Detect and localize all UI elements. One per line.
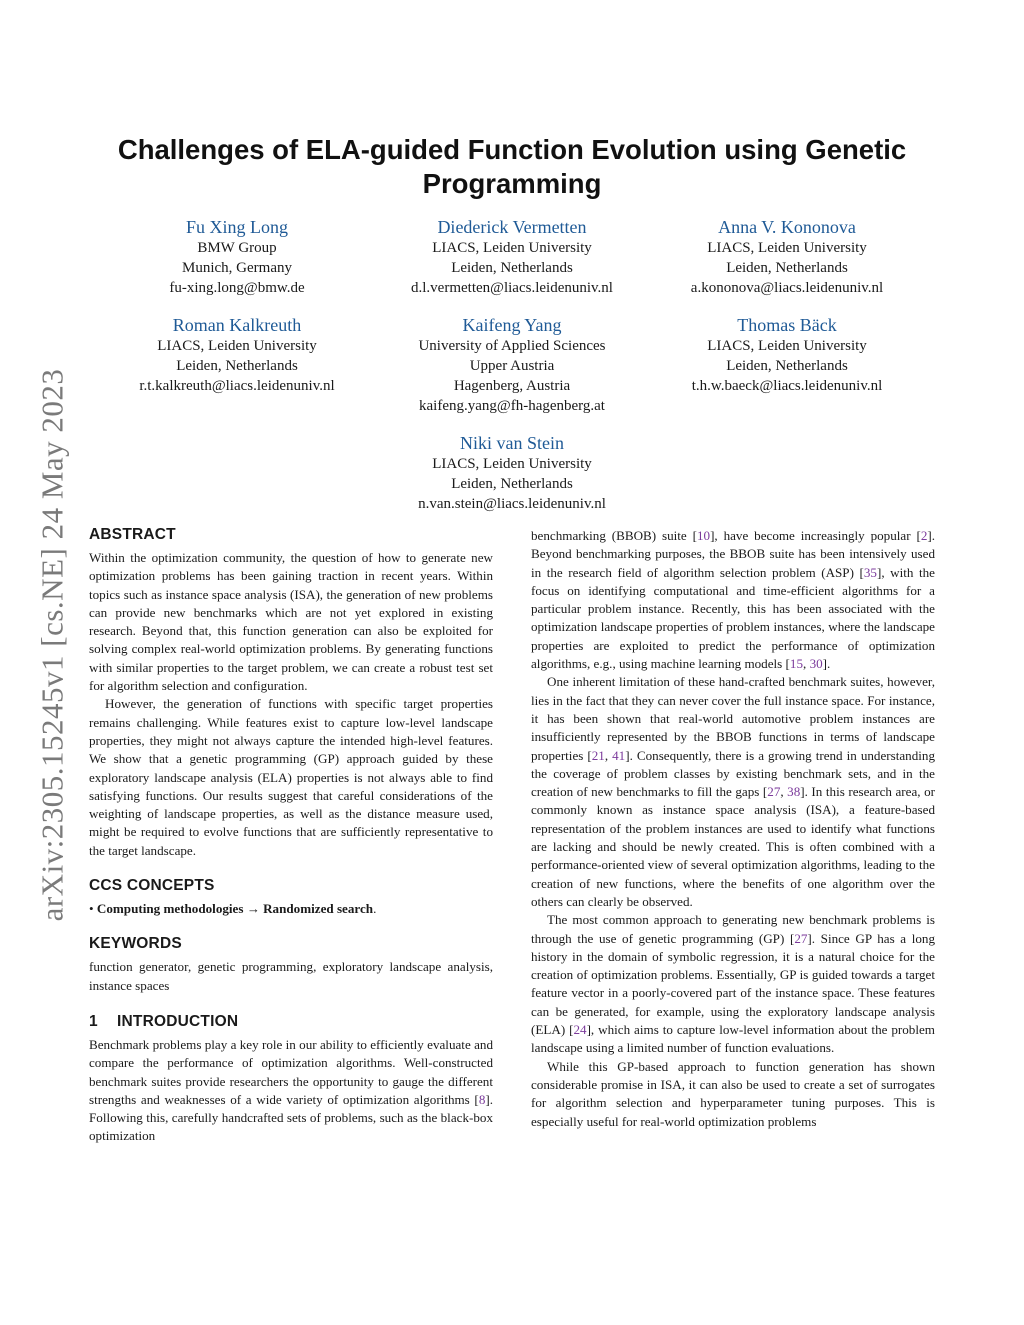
author-email: n.van.stein@liacs.leidenuniv.nl [418, 496, 606, 512]
author-affiliation: LIACS, Leiden University [157, 338, 317, 354]
author-affiliation: BMW Group [197, 240, 277, 256]
intro-paragraph: Benchmark problems play a key role in our ability to efficiently evaluate and compare the performance of optimization algorithms. Well-constructed benchmark suites provide researchers the opportunity to gauge the different strengths and weaknesses of a wide variety of optimization algorithms [8]. Following this, carefully handcrafted sets of problems, such as the black-box optimization [89, 1036, 493, 1144]
section-number: 1 [89, 1012, 98, 1030]
abstract-heading: ABSTRACT [89, 526, 176, 543]
citation-link[interactable]: 35 [863, 564, 877, 580]
author-name: Diederick Vermetten [437, 217, 587, 237]
citation-link[interactable]: 15 [789, 656, 804, 672]
author-affiliation: LIACS, Leiden University [432, 240, 592, 256]
body-paragraph: benchmarking (BBOB) suite [10], have become increasingly popular [2]. Beyond benchmarking purposes, the BBOB suite has been intensively used in the research field of algorithm selection problem (ASP) [35], with the focus on identifying computational and time-efficient algorithms for a particular problem instance. Recently, this has been associated with the optimization landscape properties of problem instances, where the landscape properties are exploited to predict the performance of optimization algorithms, e.g., using machine learning models [15, 30]. [531, 528, 935, 672]
author-location: Leiden, Netherlands [726, 260, 848, 276]
abstract-paragraph: However, the generation of functions with specific target properties remains challenging. While features exist to capture low-level landscape properties, they might not always capture the intended high-level features. We show that a genetic programming (GP) approach guided by these exploratory landscape analysis (ELA) properties is not always able to find satisfying functions. Our results suggest that careful considerations of the weighting of landscape properties, as well as the distance measure used, might be required to evolve functions that are sufficiently representative to the target landscape. [89, 696, 493, 858]
author-email: a.kononova@liacs.leidenuniv.nl [690, 280, 884, 296]
author-block [382, 216, 642, 298]
abstract-paragraph: Within the optimization community, the question of how to generate new optimization problems has been gaining traction in recent years. Within topics such as instance space analysis (ISA), the generation of new problems can provide new benchmarks which are not yet explored in existing research. Beyond that, this function generation can also be exploited for solving complex real-world optimization problems. By generating functions with similar properties to the target problem, we can create a robust test set for algorithm selection and configuration. [89, 550, 493, 694]
author-location: Munich, Germany [182, 260, 292, 276]
citation-link[interactable]: 2 [920, 528, 928, 543]
author-affiliation: LIACS, Leiden University [707, 338, 867, 354]
author-name: Kaifeng Yang [462, 315, 562, 335]
body-paragraph: One inherent limitation of these hand-crafted benchmark suites, however, lies in the fact that they can never cover the full instance space. For instance, it has been shown that real-world automotive problem instances are insufficiently represented by the BBOB functions in terms of landscape properties [21, 41]. Consequently, there is a growing trend in understanding the coverage of problem classes by existing benchmark sets, and in the creation of new benchmarks to fill the gaps [27, 38]. In this research area, or commonly known as instance space analysis (ISA), a feature-based representation of the problem instances are used to identify what functions are lacking and should be newly created. This is often combined with a performance-oriented view of several optimization algorithms, leading to the creation of new functions, where the benefits of one algorithm over the others can clearly be observed. [531, 674, 935, 909]
ccs-heading: CCS CONCEPTS [89, 877, 215, 895]
author-email: kaifeng.yang@fh-hagenberg.at [419, 398, 605, 414]
citation-link[interactable]: 10 [696, 528, 711, 543]
right-column [531, 527, 935, 1131]
body-paragraph: The most common approach to generating new benchmark problems is through the use of genetic programming (GP) [27]. Since GP has a long history in the domain of symbolic regression, it is a natural choice for the creation of optimization problems. Essentially, GP is guided towards a target feature vector in a poorly-covered part of the instance space. These features can be generated, for example, using the exploratory landscape analysis (ELA) [24], which aims to capture low-level information about the problem landscape using a limited number of function evaluations. [531, 912, 936, 1056]
author-location: Leiden, Netherlands [451, 260, 573, 276]
author-email: fu-xing.long@bmw.de [169, 280, 305, 296]
author-block [382, 432, 642, 514]
citation-link[interactable]: 27 [794, 930, 808, 946]
section-title: INTRODUCTION [117, 1012, 239, 1030]
ccs-bullet: • [89, 901, 94, 917]
arxiv-identifier [30, 345, 75, 945]
citation-link[interactable]: 27 [767, 784, 781, 800]
author-name: Niki van Stein [460, 433, 564, 453]
author-email: d.l.vermetten@liacs.leidenuniv.nl [411, 280, 613, 296]
citation-link[interactable]: 21 [591, 747, 605, 763]
author-location: Leiden, Netherlands [726, 358, 848, 374]
author-block [382, 314, 642, 416]
arxiv-identifier-text: arXiv:2305.15245v1 [cs.NE] 24 May 2023 [34, 368, 70, 922]
paper-title: Challenges of ELA-guided Function Evolution using Genetic Programming [117, 134, 907, 199]
author-name: Roman Kalkreuth [172, 315, 302, 335]
author-name: Fu Xing Long [185, 217, 288, 237]
author-affiliation: LIACS, Leiden University [432, 456, 592, 472]
keywords-heading: KEYWORDS [89, 935, 182, 953]
author-email: t.h.w.baeck@liacs.leidenuniv.nl [691, 378, 883, 394]
author-block [657, 216, 917, 298]
ccs-concept: Computing methodologies → Randomized search [96, 901, 374, 917]
author-name: Thomas Bäck [737, 315, 837, 335]
ccs-end: . [373, 901, 377, 917]
author-name: Anna V. Kononova [718, 217, 856, 237]
body-paragraph: While this GP-based approach to function generation has shown considerable promise in ISA, it can also be used to create a set of surrogates for algorithm selection and hyperparameter tuning purposes. This is especially useful for real-world optimization problems [531, 1058, 935, 1129]
citation-link[interactable]: 8 [478, 1091, 486, 1107]
citation-link[interactable]: 24 [573, 1022, 587, 1038]
author-location: Leiden, Netherlands [451, 476, 573, 492]
citation-link[interactable]: 38 [787, 784, 801, 800]
author-block [657, 314, 917, 396]
author-location: Leiden, Netherlands [176, 358, 298, 374]
author-block [107, 216, 367, 298]
citation-link[interactable]: 30 [809, 656, 823, 672]
left-column [89, 525, 493, 1146]
author-location: Hagenberg, Austria [453, 378, 571, 394]
citation-link[interactable]: 41 [612, 747, 626, 763]
author-block [107, 314, 367, 396]
author-affiliation: University of Applied Sciences [418, 338, 606, 354]
intro-heading [89, 1012, 493, 1032]
author-affiliation: Upper Austria [469, 358, 555, 374]
author-email: r.t.kalkreuth@liacs.leidenuniv.nl [139, 378, 335, 394]
author-affiliation: LIACS, Leiden University [707, 240, 867, 256]
ccs-concepts [89, 900, 493, 918]
keywords-text: function generator, genetic programming, exploratory landscape analysis, instance spaces [89, 959, 493, 993]
